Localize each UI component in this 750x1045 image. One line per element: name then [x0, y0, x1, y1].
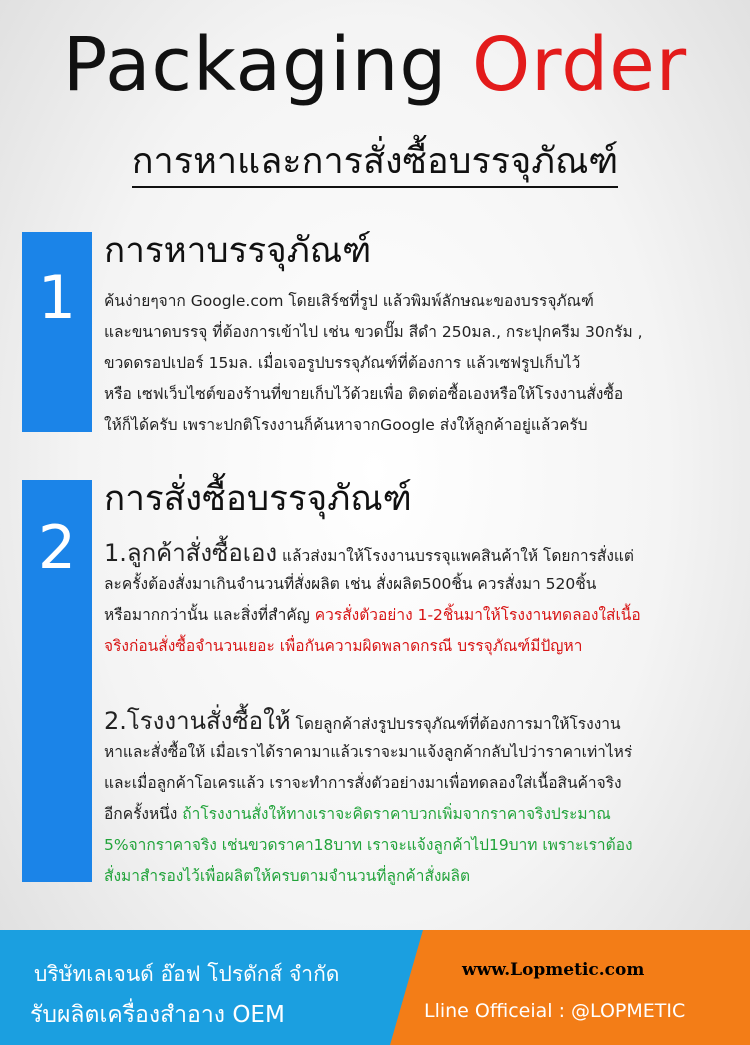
- warning-text: ควรสั่งตัวอย่าง 1-2ชิ้นมาให้โรงงานทดลองใส่เนื้อ: [314, 606, 641, 624]
- section-1-line: หรือ เซฟเว็บไซต์ของร้านที่ขายเก็บไว้ด้วยเพื่อ ติดต่อซื้อเองหรือให้โรงงานสั่งซื้อ: [104, 385, 624, 403]
- title-main: Packaging: [62, 22, 448, 108]
- title-accent: Order: [471, 22, 688, 108]
- section-2-heading: การสั่งซื้อบรรจุภัณฑ์: [104, 479, 412, 519]
- company-tagline: รับผลิตเครื่องสำอาง OEM: [30, 1002, 285, 1028]
- paragraph-line: หรือมากกว่านั้น และสิ่งที่สำคัญ ควรสั่งตัวอย่าง 1-2ชิ้นมาให้โรงงานทดลองใส่เนื้อ: [104, 606, 641, 624]
- section-2-paragraph-1: [104, 538, 641, 662]
- pricing-note: สั่งมาสำรองไว้เพื่อผลิตให้ครบตามจำนวนที่ลูกค้าสั่งผลิต: [104, 867, 471, 885]
- pricing-note: ถ้าโรงงานสั่งให้ทางเราจะคิดราคาบวกเพิ่มจากราคาจริงประมาณ: [182, 805, 611, 823]
- paragraph-lead: 1.ลูกค้าสั่งซื้อเอง: [104, 539, 278, 567]
- section-1-line: และขนาดบรรจุ ที่ต้องการเข้าไป เช่น ขวดปั๊ม สีดำ 250มล., กระปุกครีม 30กรัม ,: [104, 323, 643, 341]
- section-1-body: [104, 286, 643, 441]
- paragraph-line: และเมื่อลูกค้าโอเครแล้ว เราจะทำการสั่งตัวอย่างมาเพื่อทดลองใส่เนื้อสินค้าจริง: [104, 774, 622, 792]
- section-2-paragraph-2: [104, 706, 633, 892]
- website-link[interactable]: www.Lopmetic.com: [462, 960, 645, 980]
- page-title: [0, 22, 750, 108]
- line-contact: Lline Officeial : @LOPMETIC: [424, 1000, 686, 1022]
- section-1-line: ขวดดรอปเปอร์ 15มล. เมื่อเจอรูปบรรจุภัณฑ์ที่ต้องการ แล้วเซฟรูปเก็บไว้: [104, 354, 581, 372]
- section-1-line: ให้ก็ได้ครับ เพราะปกติโรงงานก็ค้นหาจากGoogle ส่งให้ลูกค้าอยู่แล้วครับ: [104, 416, 588, 434]
- company-name: บริษัทเลเจนด์ อ๊อฟ โปรดักส์ จำกัด: [34, 962, 340, 986]
- pricing-note: 5%จากราคาจริง เช่นขวดราคา18บาท เราจะแจ้งลูกค้าไป19บาท เพราะเราต้อง: [104, 836, 633, 854]
- paragraph-line: ละครั้งต้องสั่งมาเกินจำนวนที่สั่งผลิต เช่น สั่งผลิต500ชิ้น ควรสั่งมา 520ชิ้น: [104, 575, 597, 593]
- footer-banner: [0, 930, 750, 1045]
- paragraph-line: หาและสั่งซื้อให้ เมื่อเราได้ราคามาแล้วเราจะมาแจ้งลูกค้ากลับไปว่าราคาเท่าไหร่: [104, 743, 633, 761]
- section-1-heading: การหาบรรจุภัณฑ์: [104, 231, 372, 271]
- paragraph-lead: 2.โรงงานสั่งซื้อให้: [104, 707, 291, 735]
- section-1-line: ค้นง่ายๆจาก Google.com โดยเสิร์ชที่รูป แล้วพิมพ์ลักษณะของบรรจุภัณฑ์: [104, 292, 594, 310]
- paragraph-line: 2.โรงงานสั่งซื้อให้ โดยลูกค้าส่งรูปบรรจุภัณฑ์ที่ต้องการมาให้โรงงาน: [104, 707, 621, 735]
- page-subtitle: การหาและการสั่งซื้อบรรจุภัณฑ์: [0, 142, 750, 182]
- paragraph-line: อีกครั้งหนึ่ง ถ้าโรงงานสั่งให้ทางเราจะคิดราคาบวกเพิ่มจากราคาจริงประมาณ: [104, 805, 611, 823]
- warning-text: จริงก่อนสั่งซื้อจำนวนเยอะ เพื่อกันความผิดพลาดกรณี บรรจุภัณฑ์มีปัญหา: [104, 637, 583, 655]
- paragraph-line: 1.ลูกค้าสั่งซื้อเอง แล้วส่งมาให้โรงงานบรรจุแพคสินค้าให้ โดยการสั่งแต่: [104, 539, 634, 567]
- section-2-number-badge: 2: [22, 480, 92, 882]
- section-1-number-badge: 1: [22, 232, 92, 432]
- footer-orange-panel: [390, 930, 750, 1045]
